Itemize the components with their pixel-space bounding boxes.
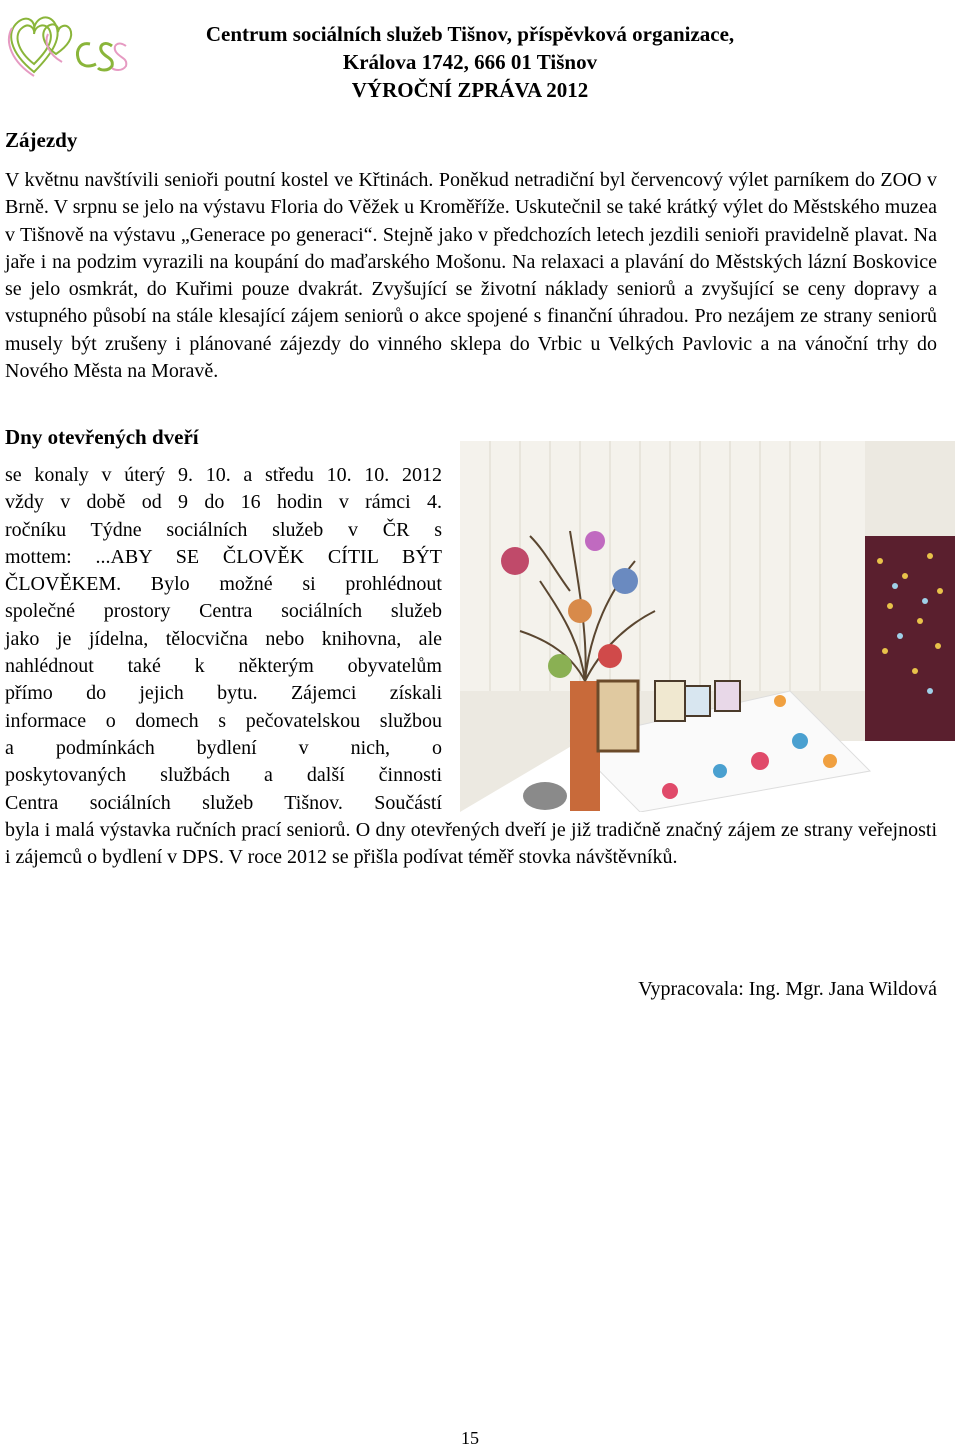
column-line: mottem: ...ABY SE ČLOVĚK CÍTIL BÝT bbox=[5, 545, 442, 568]
heart-logo-icon bbox=[4, 2, 130, 86]
section-title-zajezdy: Zájezdy bbox=[5, 128, 78, 152]
section-paragraph-zajezdy: V květnu navštívili senioři poutní kostel ve Křtinách. Poněkud netradiční byl červencový výlet parníkem do ZOO v Brně. V srpnu se jelo na výstavu Floria do Věžek u Kroměříže. Uskutečnil se také krátký výlet do Městského muzea v Tišnově na výstavu „Generace po generaci“. Stejně jako v předchozích letech jezdili senioři pravidelně plavat. Na jaře i na podzim vyrazili na koupání do maďarského Mošonu. Na relaxaci a plavání do Městských lázní Boskovice se jelo osmkrát, do Kuřimi pouze dvakrát. Zvyšující se životní náklady seniorů a zvyšující se ceny dopravy a vstupného působí na stále klesající zájem seniorů o akce spojené s finanční úhradou. Pro nezájem ze strany seniorů musely být zrušeny i plánované zájezdy do vinného sklepa do Vrbic u Velkých Pavlovic a na vánoční trhy do Nového Města na Moravě. bbox=[5, 169, 937, 383]
section-paragraph-continuation: byla i malá výstavka ručních prací seniorů. O dny otevřených dveří je již tradičně značný zájem ze strany veřejnosti i zájemců o bydlení v DPS. V roce 2012 se přišla podívat téměř stovka návštěvníků. bbox=[5, 819, 937, 869]
header-report-title: VÝROČNÍ ZPRÁVA 2012 bbox=[351, 78, 589, 102]
column-line: ročníku Týdne sociálních služeb v ČR s bbox=[5, 518, 442, 541]
column-line: se konaly v úterý 9. 10. a středu 10. 10. 2012 bbox=[5, 464, 442, 486]
column-line: jako je jídelna, tělocvična nebo knihovna, ale bbox=[5, 627, 442, 650]
column-line: společné prostory Centra sociálních služeb bbox=[5, 600, 442, 623]
column-line: Centra sociálních služeb Tišnov. Součástí bbox=[5, 791, 442, 814]
section-column-text bbox=[5, 462, 442, 817]
page-number: 15 bbox=[461, 1428, 479, 1448]
column-line: vždy v době od 9 do 16 hodin v rámci 4. bbox=[5, 491, 442, 514]
column-line: ČLOVĚKEM. Bylo možné si prohlédnout bbox=[5, 573, 442, 596]
exhibition-photo bbox=[460, 441, 955, 812]
header-address: Králova 1742, 666 01 Tišnov bbox=[342, 50, 598, 74]
document-header bbox=[150, 20, 790, 104]
column-line: informace o domech s pečovatelskou službou bbox=[5, 709, 442, 732]
section-title-dny-otevrenych-dveri: Dny otevřených dveří bbox=[5, 425, 199, 449]
header-organization: Centrum sociálních služeb Tišnov, příspěvková organizace, bbox=[205, 22, 735, 46]
organization-logo bbox=[4, 2, 130, 86]
column-line: nahlédnout také k některým obyvatelům bbox=[5, 655, 442, 678]
column-line: a podmínkách bydlení v nich, o bbox=[5, 736, 442, 759]
signature: Vypracovala: Ing. Mgr. Jana Wildová bbox=[638, 978, 937, 1000]
column-line: přímo do jejich bytu. Zájemci získali bbox=[5, 682, 442, 705]
column-line: poskytovaných službách a další činnosti bbox=[5, 764, 442, 787]
